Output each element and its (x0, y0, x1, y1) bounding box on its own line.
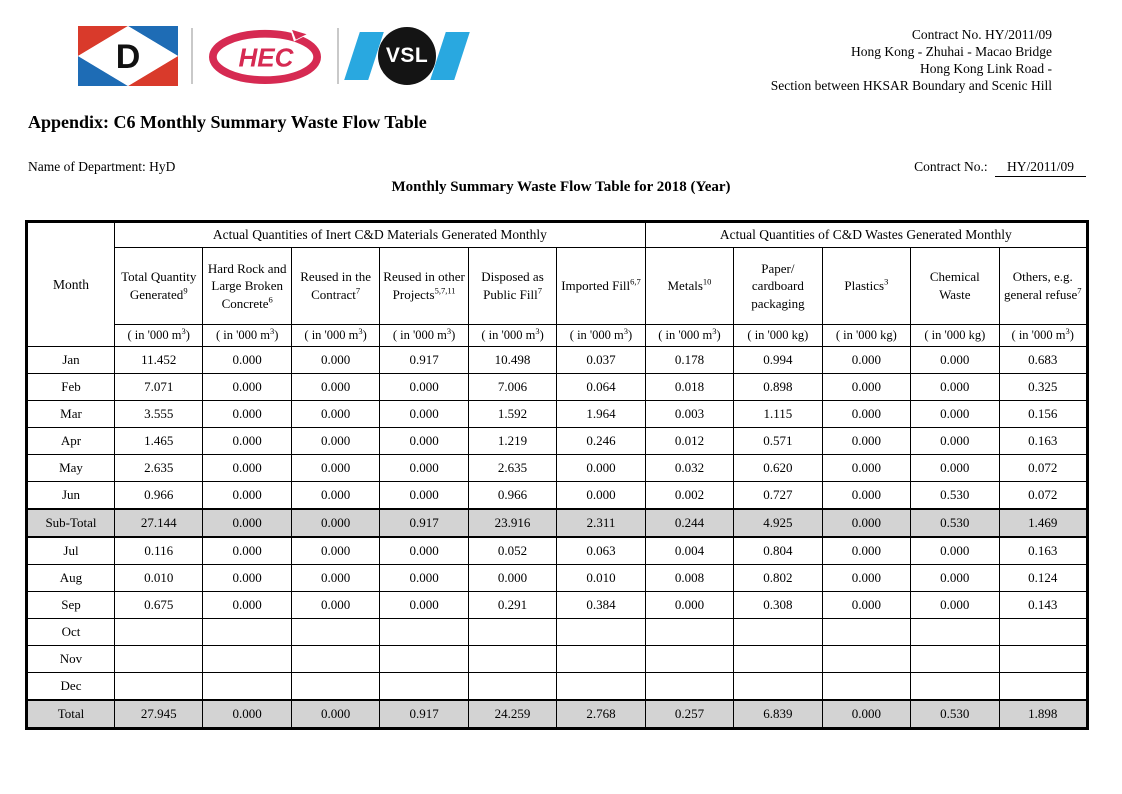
value-cell: 0.000 (822, 401, 910, 428)
month-cell: Nov (27, 646, 115, 673)
value-cell: 0.000 (203, 347, 291, 374)
value-cell: 0.000 (380, 401, 468, 428)
table-row-aug (27, 565, 1088, 592)
month-cell: Jul (27, 537, 115, 565)
value-cell: 0.000 (822, 592, 910, 619)
value-cell: 0.000 (291, 700, 379, 729)
vsl-letters: VSL (385, 44, 429, 67)
value-cell: 0.384 (557, 592, 645, 619)
value-cell: 0.002 (645, 482, 733, 510)
value-cell: 0.246 (557, 428, 645, 455)
month-cell: Sub-Total (27, 509, 115, 537)
value-cell: 2.635 (468, 455, 556, 482)
month-cell: Total (27, 700, 115, 729)
value-cell (468, 673, 556, 701)
value-cell (557, 646, 645, 673)
contract-no-value: HY/2011/09 (995, 159, 1086, 177)
value-cell: 0.018 (645, 374, 733, 401)
column-header-8: Paper/ cardboard packaging (734, 248, 822, 325)
value-cell: 0.000 (468, 565, 556, 592)
value-cell: 0.163 (999, 428, 1087, 455)
value-cell: 0.530 (911, 482, 999, 510)
value-cell (822, 673, 910, 701)
chec-logo (206, 28, 324, 84)
column-header-11: Others, e.g. general refuse$^7$ (999, 248, 1087, 325)
month-cell: Dec (27, 673, 115, 701)
value-cell: 0.000 (822, 455, 910, 482)
value-cell (734, 619, 822, 646)
value-cell: 7.071 (115, 374, 203, 401)
value-cell (291, 619, 379, 646)
value-cell: 0.000 (822, 347, 910, 374)
value-cell: 0.116 (115, 537, 203, 565)
value-cell: 0.244 (645, 509, 733, 537)
waste-flow-table (25, 220, 1089, 730)
value-cell: 0.000 (291, 347, 379, 374)
value-cell: 0.000 (291, 565, 379, 592)
value-cell: 0.000 (557, 482, 645, 510)
value-cell: 1.898 (999, 700, 1087, 729)
month-cell: Aug (27, 565, 115, 592)
value-cell: 0.178 (645, 347, 733, 374)
department-name: Name of Department: HyD (28, 159, 176, 174)
value-cell: 24.259 (468, 700, 556, 729)
value-cell: 23.916 (468, 509, 556, 537)
value-cell: 0.530 (911, 509, 999, 537)
value-cell (203, 673, 291, 701)
value-cell: 0.000 (291, 537, 379, 565)
table-row-mar (27, 401, 1088, 428)
value-cell: 0.003 (645, 401, 733, 428)
contract-header-line-1: Contract No. HY/2011/09 (911, 27, 1052, 42)
logo-divider (191, 28, 193, 84)
units-row (27, 325, 1088, 347)
unit-cell-1: ( in '000 $m^3$) (115, 325, 203, 347)
value-cell (999, 673, 1087, 701)
month-cell: Feb (27, 374, 115, 401)
value-cell: 0.000 (203, 428, 291, 455)
value-cell: 0.000 (380, 374, 468, 401)
value-cell: 0.683 (999, 347, 1087, 374)
value-cell: 2.311 (557, 509, 645, 537)
logo-strip (78, 26, 462, 86)
value-cell: 0.917 (380, 347, 468, 374)
value-cell: 0.004 (645, 537, 733, 565)
unit-cell-7: ( in '000 $m^3$) (645, 325, 733, 347)
vsl-slash-right (430, 32, 470, 80)
month-cell: Mar (27, 401, 115, 428)
value-cell: 0.308 (734, 592, 822, 619)
value-cell (115, 673, 203, 701)
value-cell: 0.000 (291, 428, 379, 455)
contract-header-line-3: Hong Kong Link Road - (920, 61, 1052, 76)
value-cell: 0.143 (999, 592, 1087, 619)
table-row-nov (27, 646, 1088, 673)
contract-no-line (914, 159, 1086, 177)
value-cell (734, 646, 822, 673)
value-cell: 0.000 (911, 565, 999, 592)
value-cell: 0.124 (999, 565, 1087, 592)
value-cell: 1.465 (115, 428, 203, 455)
value-cell: 27.945 (115, 700, 203, 729)
value-cell: 0.325 (999, 374, 1087, 401)
value-cell: 0.000 (291, 374, 379, 401)
value-cell (999, 646, 1087, 673)
value-cell: 0.000 (203, 401, 291, 428)
unit-cell-10: ( in '000 kg) (911, 325, 999, 347)
value-cell (734, 673, 822, 701)
value-cell (468, 619, 556, 646)
appendix-title: Appendix: C6 Monthly Summary Waste Flow Table (28, 112, 427, 132)
column-header-2: Hard Rock and Large Broken Concrete$^6$ (203, 248, 291, 325)
unit-cell-4: ( in '000 $m^3$) (380, 325, 468, 347)
unit-cell-11: ( in '000 $m^3$) (999, 325, 1087, 347)
value-cell: 0.000 (291, 482, 379, 510)
month-column-header: Month (27, 222, 115, 347)
unit-cell-5: ( in '000 $m^3$) (468, 325, 556, 347)
value-cell: 0.000 (911, 592, 999, 619)
column-header-row (27, 248, 1088, 325)
table-title: Monthly Summary Waste Flow Table for 2018 (Year) (391, 179, 731, 195)
month-cell: Jan (27, 347, 115, 374)
vsl-logo (352, 27, 462, 85)
column-header-5: Disposed as Public Fill$^7$ (468, 248, 556, 325)
value-cell: 0.064 (557, 374, 645, 401)
column-header-3: Reused in the Contract$^7$ (291, 248, 379, 325)
value-cell: 0.032 (645, 455, 733, 482)
value-cell: 2.768 (557, 700, 645, 729)
value-cell: 0.000 (911, 455, 999, 482)
value-cell: 0.257 (645, 700, 733, 729)
value-cell: 1.115 (734, 401, 822, 428)
value-cell: 0.000 (911, 347, 999, 374)
value-cell: 0.000 (911, 537, 999, 565)
value-cell (115, 619, 203, 646)
value-cell: 0.000 (911, 374, 999, 401)
value-cell: 0.000 (203, 482, 291, 510)
column-header-7: Metals$^{10}$ (645, 248, 733, 325)
value-cell: 0.010 (557, 565, 645, 592)
value-cell: 0.000 (822, 509, 910, 537)
value-cell (645, 673, 733, 701)
value-cell (911, 619, 999, 646)
value-cell: 0.010 (115, 565, 203, 592)
unit-cell-2: ( in '000 $m^3$) (203, 325, 291, 347)
value-cell: 0.917 (380, 509, 468, 537)
value-cell: 0.802 (734, 565, 822, 592)
value-cell (999, 619, 1087, 646)
table-row-jun (27, 482, 1088, 510)
dragages-logo (78, 26, 178, 86)
value-cell: 0.675 (115, 592, 203, 619)
unit-cell-3: ( in '000 $m^3$) (291, 325, 379, 347)
value-cell (911, 673, 999, 701)
value-cell (911, 646, 999, 673)
value-cell: 0.052 (468, 537, 556, 565)
value-cell: 0.917 (380, 700, 468, 729)
value-cell (380, 673, 468, 701)
table-row-feb (27, 374, 1088, 401)
table-row-total (27, 700, 1088, 729)
value-cell (291, 673, 379, 701)
column-header-6: Imported Fill$^{6,7}$ (557, 248, 645, 325)
value-cell: 0.000 (203, 374, 291, 401)
value-cell: 27.144 (115, 509, 203, 537)
contract-header-line-2: Hong Kong - Zhuhai - Macao Bridge (851, 44, 1052, 59)
column-header-4: Reused in other Projects$^{5,7,11}$ (380, 248, 468, 325)
value-cell: 0.163 (999, 537, 1087, 565)
contract-header-block (771, 26, 1052, 94)
value-cell: 4.925 (734, 509, 822, 537)
value-cell (822, 619, 910, 646)
table-row-dec (27, 673, 1088, 701)
value-cell (468, 646, 556, 673)
value-cell: 0.000 (203, 565, 291, 592)
value-cell: 0.000 (380, 482, 468, 510)
value-cell: 0.000 (380, 592, 468, 619)
value-cell (557, 619, 645, 646)
month-cell: Oct (27, 619, 115, 646)
value-cell: 2.635 (115, 455, 203, 482)
value-cell: 0.000 (822, 482, 910, 510)
value-cell: 0.000 (291, 455, 379, 482)
value-cell: 0.000 (822, 428, 910, 455)
value-cell: 0.000 (911, 401, 999, 428)
value-cell: 0.156 (999, 401, 1087, 428)
value-cell: 0.000 (911, 428, 999, 455)
value-cell: 0.000 (203, 455, 291, 482)
month-cell: Apr (27, 428, 115, 455)
value-cell: 0.966 (468, 482, 556, 510)
value-cell: 1.219 (468, 428, 556, 455)
table-row-sep (27, 592, 1088, 619)
month-cell: Jun (27, 482, 115, 510)
value-cell: 0.620 (734, 455, 822, 482)
value-cell: 1.592 (468, 401, 556, 428)
value-cell: 0.000 (203, 537, 291, 565)
column-header-10: Chemical Waste (911, 248, 999, 325)
value-cell: 0.000 (822, 700, 910, 729)
value-cell: 10.498 (468, 347, 556, 374)
value-cell: 0.000 (822, 537, 910, 565)
value-cell: 0.000 (645, 592, 733, 619)
month-cell: May (27, 455, 115, 482)
value-cell: 1.469 (999, 509, 1087, 537)
value-cell: 1.964 (557, 401, 645, 428)
value-cell: 0.037 (557, 347, 645, 374)
value-cell: 0.012 (645, 428, 733, 455)
value-cell: 0.000 (203, 509, 291, 537)
value-cell: 0.966 (115, 482, 203, 510)
table-row-jan (27, 347, 1088, 374)
value-cell: 0.072 (999, 482, 1087, 510)
table-row-oct (27, 619, 1088, 646)
table-row-apr (27, 428, 1088, 455)
value-cell: 0.571 (734, 428, 822, 455)
unit-cell-9: ( in '000 kg) (822, 325, 910, 347)
value-cell: 0.000 (380, 428, 468, 455)
value-cell: 0.000 (380, 537, 468, 565)
value-cell: 0.000 (822, 374, 910, 401)
value-cell: 0.000 (203, 700, 291, 729)
value-cell: 0.000 (822, 565, 910, 592)
value-cell: 0.000 (380, 565, 468, 592)
value-cell: 0.291 (468, 592, 556, 619)
logo-divider (337, 28, 339, 84)
vsl-circle (378, 27, 436, 85)
value-cell: 0.000 (380, 455, 468, 482)
column-header-9: Plastics$^3$ (822, 248, 910, 325)
value-cell (645, 646, 733, 673)
unit-cell-6: ( in '000 $m^3$) (557, 325, 645, 347)
value-cell: 0.530 (911, 700, 999, 729)
unit-cell-8: ( in '000 kg) (734, 325, 822, 347)
value-cell: 0.000 (203, 592, 291, 619)
value-cell (291, 646, 379, 673)
value-cell: 0.072 (999, 455, 1087, 482)
group-header-wastes: Actual Quantities of C&D Wastes Generated Monthly (645, 222, 1087, 248)
contract-no-label: Contract No.: (914, 159, 988, 174)
column-header-1: Total Quantity Generated$^9$ (115, 248, 203, 325)
month-cell: Sep (27, 592, 115, 619)
value-cell (822, 646, 910, 673)
value-cell (203, 646, 291, 673)
value-cell: 0.994 (734, 347, 822, 374)
value-cell: 0.000 (291, 509, 379, 537)
value-cell: 11.452 (115, 347, 203, 374)
value-cell: 0.008 (645, 565, 733, 592)
table-row-may (27, 455, 1088, 482)
chec-letters: HEC (238, 42, 294, 73)
dragages-letter: D (115, 38, 141, 76)
value-cell: 3.555 (115, 401, 203, 428)
group-header-inert: Actual Quantities of Inert C&D Materials Generated Monthly (115, 222, 646, 248)
value-cell (380, 646, 468, 673)
table-row-sub-total (27, 509, 1088, 537)
group-header-row (27, 222, 1088, 248)
value-cell (203, 619, 291, 646)
value-cell (380, 619, 468, 646)
value-cell (645, 619, 733, 646)
value-cell: 7.006 (468, 374, 556, 401)
value-cell: 6.839 (734, 700, 822, 729)
value-cell: 0.000 (291, 401, 379, 428)
table-row-jul (27, 537, 1088, 565)
value-cell: 0.063 (557, 537, 645, 565)
value-cell (115, 646, 203, 673)
value-cell: 0.898 (734, 374, 822, 401)
contract-header-line-4: Section between HKSAR Boundary and Scenic Hill (770, 78, 1052, 93)
value-cell: 0.000 (291, 592, 379, 619)
value-cell: 0.727 (734, 482, 822, 510)
value-cell (557, 673, 645, 701)
value-cell: 0.804 (734, 537, 822, 565)
value-cell: 0.000 (557, 455, 645, 482)
